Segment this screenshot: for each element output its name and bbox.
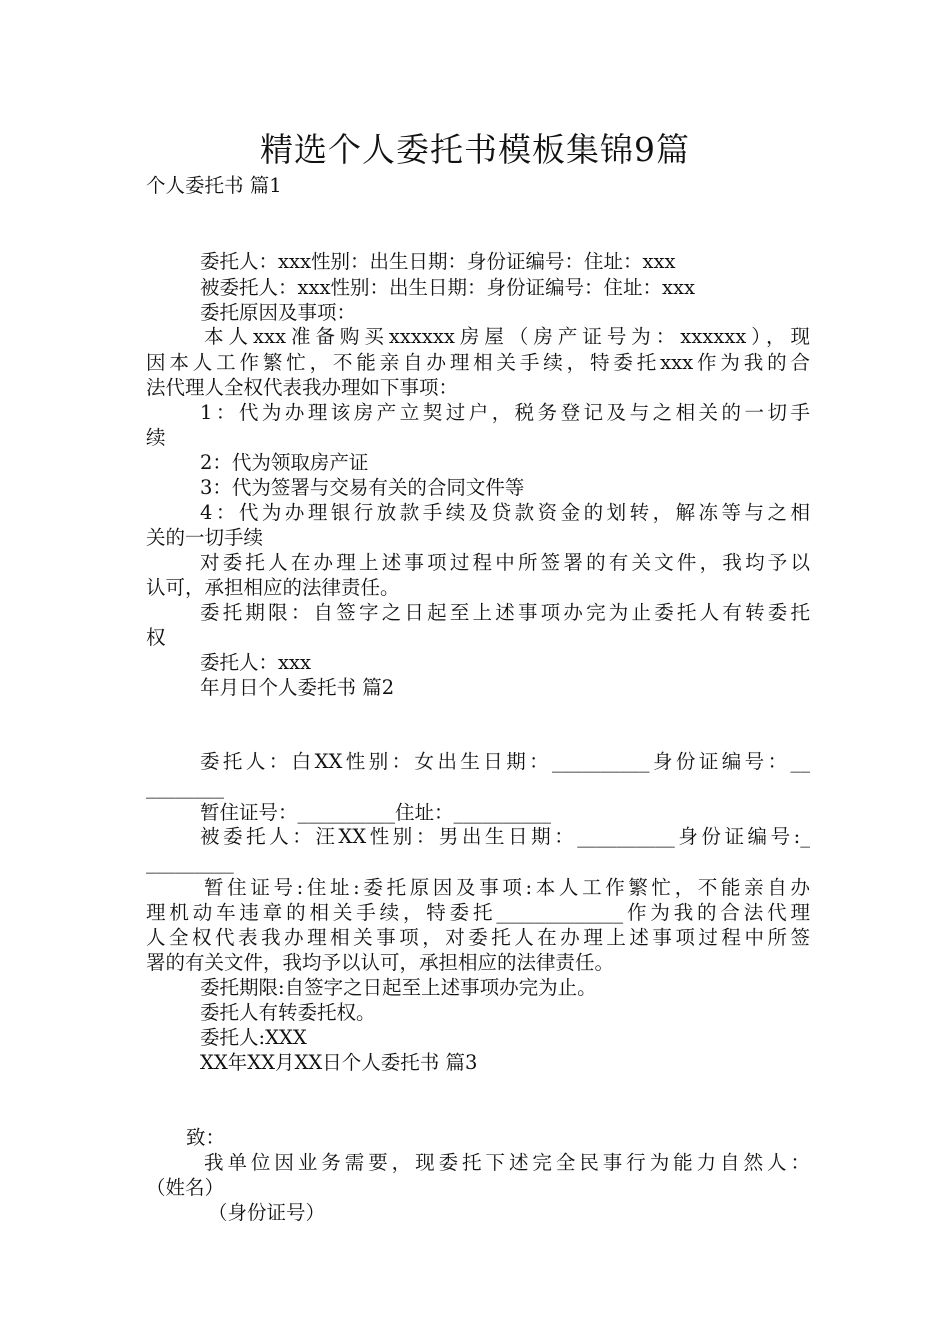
paragraph-line: 被委托人：汪XX性别：男出生日期：__________身份证编号:_ — [200, 825, 810, 848]
paragraph-line: 署的有关文件，我均予以认可，承担相应的法律责任。 — [146, 951, 615, 974]
paragraph-line: （身份证号） — [208, 1201, 326, 1224]
paragraph-line: （姓名） — [146, 1176, 225, 1199]
list-item-continuation: 续 — [146, 426, 166, 449]
paragraph-line: 委托原因及事项： — [200, 301, 357, 324]
paragraph-line: 理机动车违章的相关手续，特委托_____________作为我的合法代理 — [146, 901, 810, 924]
signature-line: 委托人：xxx — [200, 651, 311, 674]
salutation-line: 致： — [186, 1126, 226, 1149]
paragraph-line: 本人xxx准备购买xxxxxx房屋（房产证号为：xxxxxx），现 — [204, 325, 810, 348]
signature-line: 委托人:XXX — [200, 1026, 307, 1049]
paragraph-line: 我单位因业务需要，现委托下述完全民事行为能力自然人： — [204, 1151, 810, 1174]
paragraph-line: 被委托人：xxx性别：出生日期：身份证编号：住址：xxx — [200, 276, 695, 299]
paragraph-line: 人全权代表我办理相关事项，对委托人在办理上述事项过程中所签 — [146, 926, 810, 949]
paragraph-line: 委托人：白XX性别：女出生日期：__________身份证编号：__ — [200, 750, 810, 773]
list-item: 2：代为领取房产证 — [200, 451, 369, 474]
paragraph-line: 法代理人全权代表我办理如下事项： — [146, 376, 459, 399]
list-item-continuation: 关的一切手续 — [146, 526, 264, 549]
paragraph-line: 暂住证号：__________住址：__________ — [200, 801, 552, 824]
list-item: 3：代为签署与交易有关的合同文件等 — [200, 476, 525, 499]
paragraph-line: 认可，承担相应的法律责任。 — [146, 576, 400, 599]
paragraph-line: 委托期限：自签字之日起至上述事项办完为止委托人有转委托 — [200, 601, 810, 624]
paragraph-line: 权 — [146, 626, 166, 649]
document-title: 精选个人委托书模板集锦9篇 — [260, 130, 690, 169]
paragraph-line: 委托人：xxx性别：出生日期：身份证编号：住址：xxx — [200, 250, 676, 273]
paragraph-line: 委托期限:自签字之日起至上述事项办完为止。 — [200, 976, 597, 999]
paragraph-line: 对委托人在办理上述事项过程中所签署的有关文件，我均予以 — [200, 551, 810, 574]
paragraph-line: 暂住证号:住址:委托原因及事项:本人工作繁忙，不能亲自办 — [204, 876, 810, 899]
section-heading-1: 个人委托书 篇1 — [146, 174, 282, 197]
paragraph-line: 委托人有转委托权。 — [200, 1001, 376, 1024]
section-heading-3: XX年XX月XX日个人委托书 篇3 — [200, 1051, 478, 1074]
section-heading-2: 年月日个人委托书 篇2 — [200, 676, 395, 699]
list-item: 1：代为办理该房产立契过户，税务登记及与之相关的一切手 — [200, 401, 810, 424]
paragraph-line: 因本人工作繁忙，不能亲自办理相关手续，特委托xxx作为我的合 — [146, 351, 810, 374]
paragraph-line: _________ — [146, 851, 234, 874]
paragraph-line: ________ — [146, 776, 224, 799]
list-item: 4：代为办理银行放款手续及贷款资金的划转，解冻等与之相 — [200, 501, 810, 524]
